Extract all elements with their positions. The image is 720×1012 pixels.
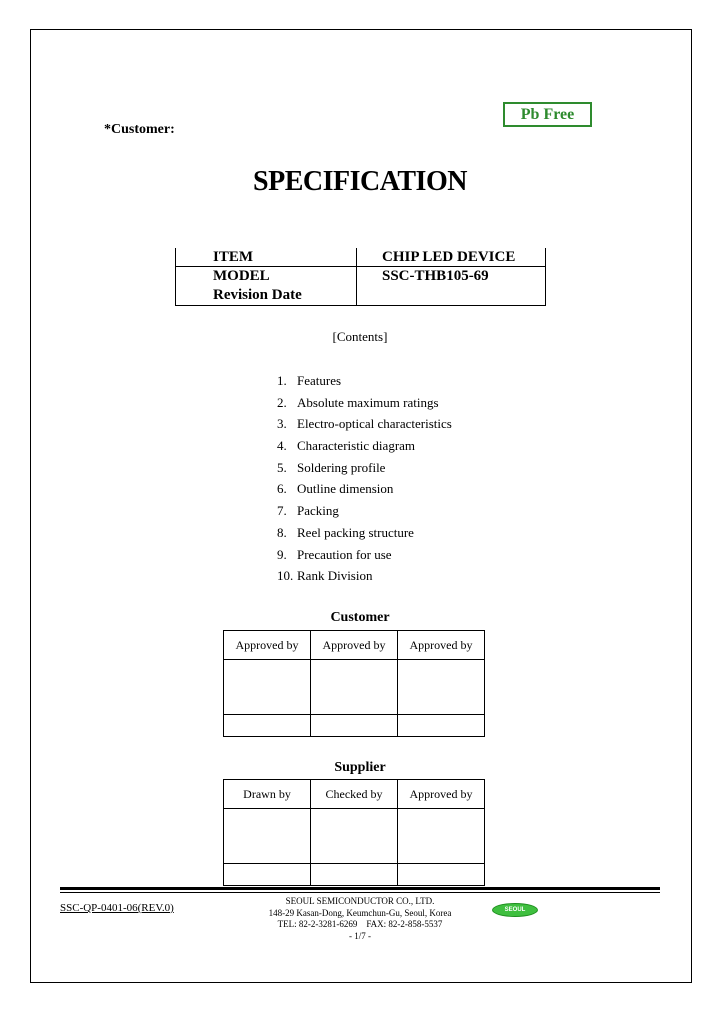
company-info bbox=[0, 896, 720, 942]
table-row bbox=[224, 715, 485, 737]
table-row bbox=[224, 660, 485, 715]
table-row bbox=[224, 809, 485, 864]
customer-label: *Customer: bbox=[104, 122, 175, 137]
supplier-col-2: Checked by bbox=[311, 780, 398, 809]
pb-free-badge: Pb Free bbox=[503, 102, 592, 127]
toc-item: 9. Precaution for use bbox=[277, 546, 392, 562]
date-cell bbox=[311, 864, 398, 886]
logo-text: SEOUL bbox=[504, 907, 526, 913]
customer-heading: Customer bbox=[330, 610, 390, 625]
customer-approval-table bbox=[223, 630, 485, 737]
item-row bbox=[176, 248, 546, 267]
model-label: MODEL bbox=[213, 268, 270, 284]
table-row bbox=[224, 631, 485, 660]
toc-item: 6. Outline dimension bbox=[277, 481, 394, 497]
table-row bbox=[224, 780, 485, 809]
toc-item: 2. Absolute maximum ratings bbox=[277, 394, 439, 410]
toc-item: 7. Packing bbox=[277, 503, 339, 519]
company-phone: TEL: 82-2-3281-6269 FAX: 82-2-858-5537 bbox=[277, 919, 443, 929]
table-of-contents bbox=[277, 371, 452, 588]
company-name: SEOUL SEMICONDUCTOR CO., LTD. bbox=[285, 896, 435, 906]
toc-item: 8. Reel packing structure bbox=[277, 524, 414, 540]
supplier-col-1: Drawn by bbox=[224, 780, 311, 809]
toc-item: 5. Soldering profile bbox=[277, 459, 386, 475]
toc-item: 1. Features bbox=[277, 373, 342, 388]
footer-divider-thick bbox=[60, 887, 660, 890]
customer-col-1: Approved by bbox=[224, 631, 311, 660]
company-logo-icon bbox=[492, 903, 538, 917]
item-info-table bbox=[175, 248, 546, 306]
signature-cell bbox=[398, 809, 485, 864]
supplier-approval-table bbox=[223, 779, 485, 886]
signature-cell bbox=[224, 809, 311, 864]
signature-cell bbox=[311, 809, 398, 864]
model-row bbox=[176, 267, 546, 306]
company-address: 148-29 Kasan-Dong, Keumchun-Gu, Seoul, Korea bbox=[268, 907, 452, 918]
date-cell bbox=[311, 715, 398, 737]
date-cell bbox=[398, 715, 485, 737]
supplier-col-3: Approved by bbox=[398, 780, 485, 809]
customer-col-2: Approved by bbox=[311, 631, 398, 660]
page-title: SPECIFICATION bbox=[253, 166, 467, 197]
signature-cell bbox=[398, 660, 485, 715]
contents-heading: [Contents] bbox=[332, 329, 388, 344]
customer-col-3: Approved by bbox=[398, 631, 485, 660]
signature-cell bbox=[224, 660, 311, 715]
signature-cell bbox=[311, 660, 398, 715]
date-cell bbox=[398, 864, 485, 886]
toc-item: 10. Rank Division bbox=[277, 568, 373, 584]
supplier-heading: Supplier bbox=[334, 760, 386, 775]
toc-item: 4. Characteristic diagram bbox=[277, 438, 416, 454]
document-code: SSC-QP-0401-06(REV.0) bbox=[60, 902, 174, 914]
footer-divider-thin bbox=[60, 892, 660, 893]
item-value: CHIP LED DEVICE bbox=[357, 248, 546, 267]
model-value: SSC-THB105-69 bbox=[382, 268, 489, 284]
date-cell bbox=[224, 864, 311, 886]
date-cell bbox=[224, 715, 311, 737]
toc-item: 3. Electro-optical characteristics bbox=[277, 416, 452, 432]
page-number: - 1/7 - bbox=[349, 930, 371, 941]
table-row bbox=[224, 864, 485, 886]
revision-label: Revision Date bbox=[213, 287, 302, 303]
item-label: ITEM bbox=[176, 248, 357, 267]
